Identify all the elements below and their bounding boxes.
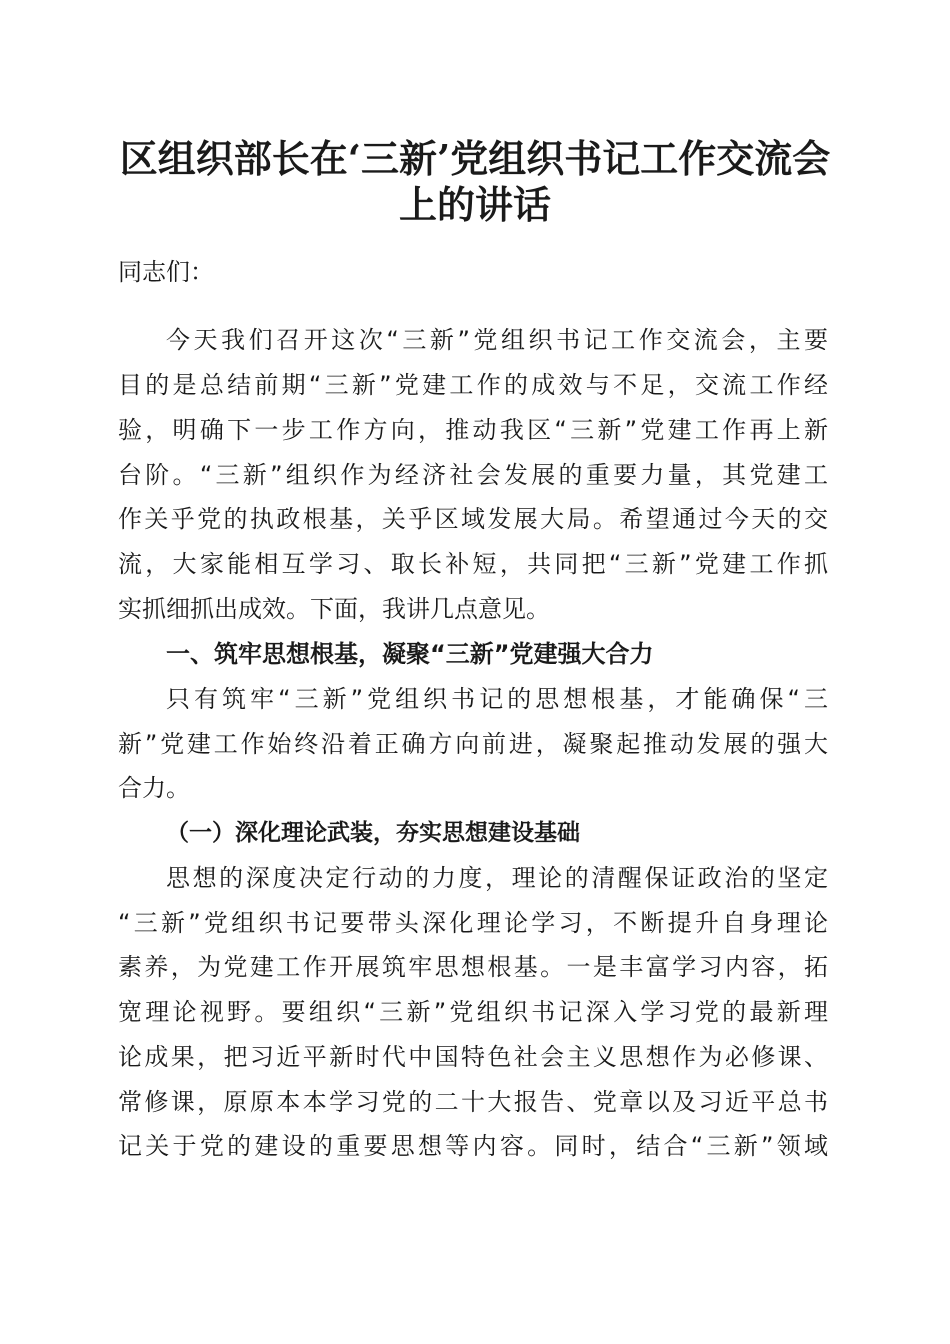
paragraph1-line: 作关乎党的执政根基，关乎区域发展大局。希望通过今天的交	[118, 505, 828, 533]
section-heading-1: 一、筑牢思想根基，凝聚“三新”党建强大合力	[166, 640, 654, 668]
paragraph1-line: 目的是总结前期“三新”党建工作的成效与不足，交流工作经	[118, 371, 828, 399]
paragraph1-line: 验，明确下一步工作方向，推动我区“三新”党建工作再上新	[118, 416, 828, 444]
document-title-line-1: 区组织部长在‘三新’党组织书记工作交流会	[119, 136, 831, 181]
paragraph1-line: 流，大家能相互学习、取长补短，共同把“三新”党建工作抓	[118, 550, 828, 578]
paragraph1-line: 实抓细抓出成效。下面，我讲几点意见。	[118, 595, 550, 623]
paragraph2-line: 只有筑牢“三新”党组织书记的思想根基，才能确保“三	[166, 685, 828, 713]
paragraph2-line: 合力。	[118, 774, 190, 802]
paragraph3-line: 宽理论视野。要组织“三新”党组织书记深入学习党的最新理	[118, 998, 828, 1026]
paragraph1-line: 台阶。“三新”组织作为经济社会发展的重要力量，其党建工	[118, 461, 828, 489]
subsection-heading-1: （一）深化理论武装，夯实思想建设基础	[166, 819, 580, 846]
document-title-line-2: 上的讲话	[398, 182, 551, 227]
paragraph3-line: 素养，为党建工作开展筑牢思想根基。一是丰富学习内容，拓	[118, 953, 828, 981]
paragraph2-line: 新”党建工作始终沿着正确方向前进，凝聚起推动发展的强大	[118, 730, 828, 758]
paragraph1-line: 今天我们召开这次“三新”党组织书记工作交流会，主要	[166, 326, 828, 354]
salutation: 同志们：	[118, 258, 214, 286]
paragraph3-line: 论成果，把习近平新时代中国特色社会主义思想作为必修课、	[118, 1043, 828, 1071]
paragraph3-line: “三新”党组织书记要带头深化理论学习，不断提升自身理论	[118, 909, 828, 937]
paragraph3-line: 思想的深度决定行动的力度，理论的清醒保证政治的坚定	[166, 864, 828, 892]
paragraph3-line: 记关于党的建设的重要思想等内容。同时，结合“三新”领域	[118, 1132, 828, 1160]
paragraph3-line: 常修课，原原本本学习党的二十大报告、党章以及习近平总书	[118, 1088, 828, 1116]
